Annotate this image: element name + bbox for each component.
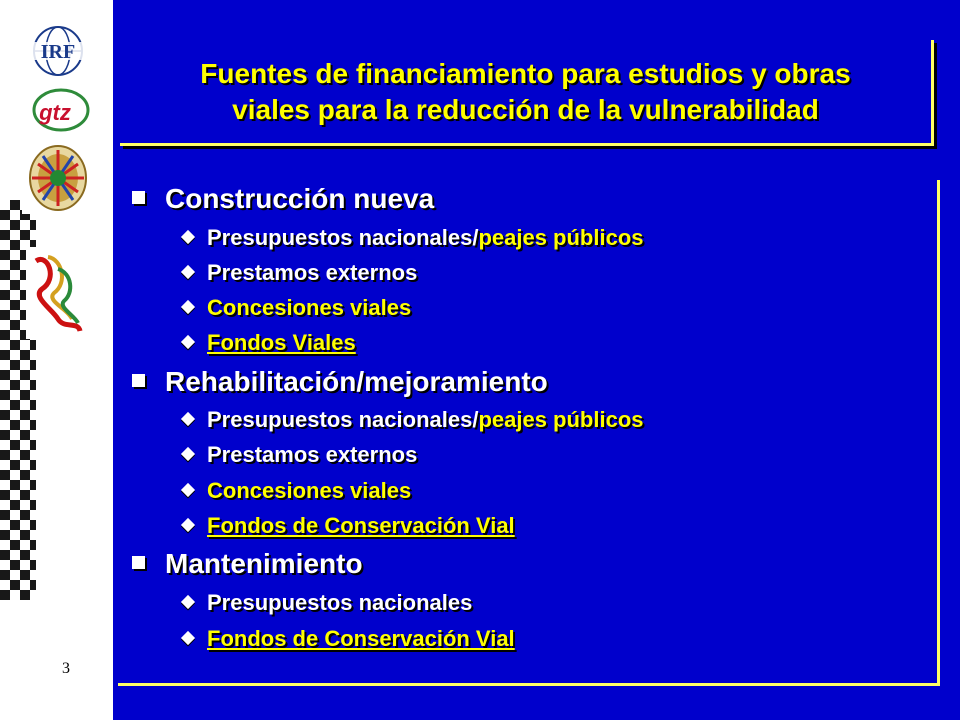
slide-number: 3	[62, 660, 70, 677]
diamond-bullet-icon	[181, 595, 195, 609]
oas-seal-logo	[22, 142, 94, 214]
diamond-bullet-icon	[181, 412, 195, 426]
diamond-bullet-icon	[181, 335, 195, 349]
list-item-link[interactable]: Fondos Viales	[180, 330, 356, 356]
slide-title-line-1: Fuentes de financiamiento para estudios y obras	[200, 57, 851, 89]
square-bullet-icon	[132, 191, 145, 204]
gtz-logo-text: gtz	[39, 100, 71, 125]
irf-logo	[22, 22, 94, 80]
square-bullet-icon	[132, 374, 145, 387]
title-frame	[120, 40, 934, 146]
list-item: Prestamos externos	[180, 442, 417, 468]
diamond-bullet-icon	[181, 631, 195, 645]
section-heading: Mantenimiento	[132, 548, 363, 580]
diamond-bullet-icon	[181, 447, 195, 461]
diamond-bullet-icon	[181, 230, 195, 244]
list-item: Prestamos externos	[180, 260, 417, 286]
slide-title	[200, 56, 850, 128]
diamond-bullet-icon	[181, 483, 195, 497]
diamond-bullet-icon	[181, 300, 195, 314]
section-heading: Construcción nueva	[132, 183, 434, 215]
list-item: Presupuestos nacionales/peajes públicos	[180, 225, 644, 251]
section-heading: Rehabilitación/mejoramiento	[132, 366, 548, 398]
list-item: Presupuestos nacionales/peajes públicos	[180, 407, 644, 433]
slide-title-line-2: viales para la reducción de la vulnerabilidad	[232, 93, 819, 125]
list-item: Concesiones viales	[180, 478, 411, 504]
list-item-link[interactable]: Fondos de Conservación Vial	[180, 513, 515, 539]
list-item-link[interactable]: Fondos de Conservación Vial	[180, 626, 515, 652]
diamond-bullet-icon	[181, 518, 195, 532]
swirl-logo	[26, 247, 90, 339]
diamond-bullet-icon	[181, 265, 195, 279]
gtz-logo	[22, 82, 94, 140]
list-item: Concesiones viales	[180, 295, 411, 321]
square-bullet-icon	[132, 556, 145, 569]
irf-logo-text: IRF	[40, 41, 76, 63]
list-item: Presupuestos nacionales	[180, 590, 472, 616]
